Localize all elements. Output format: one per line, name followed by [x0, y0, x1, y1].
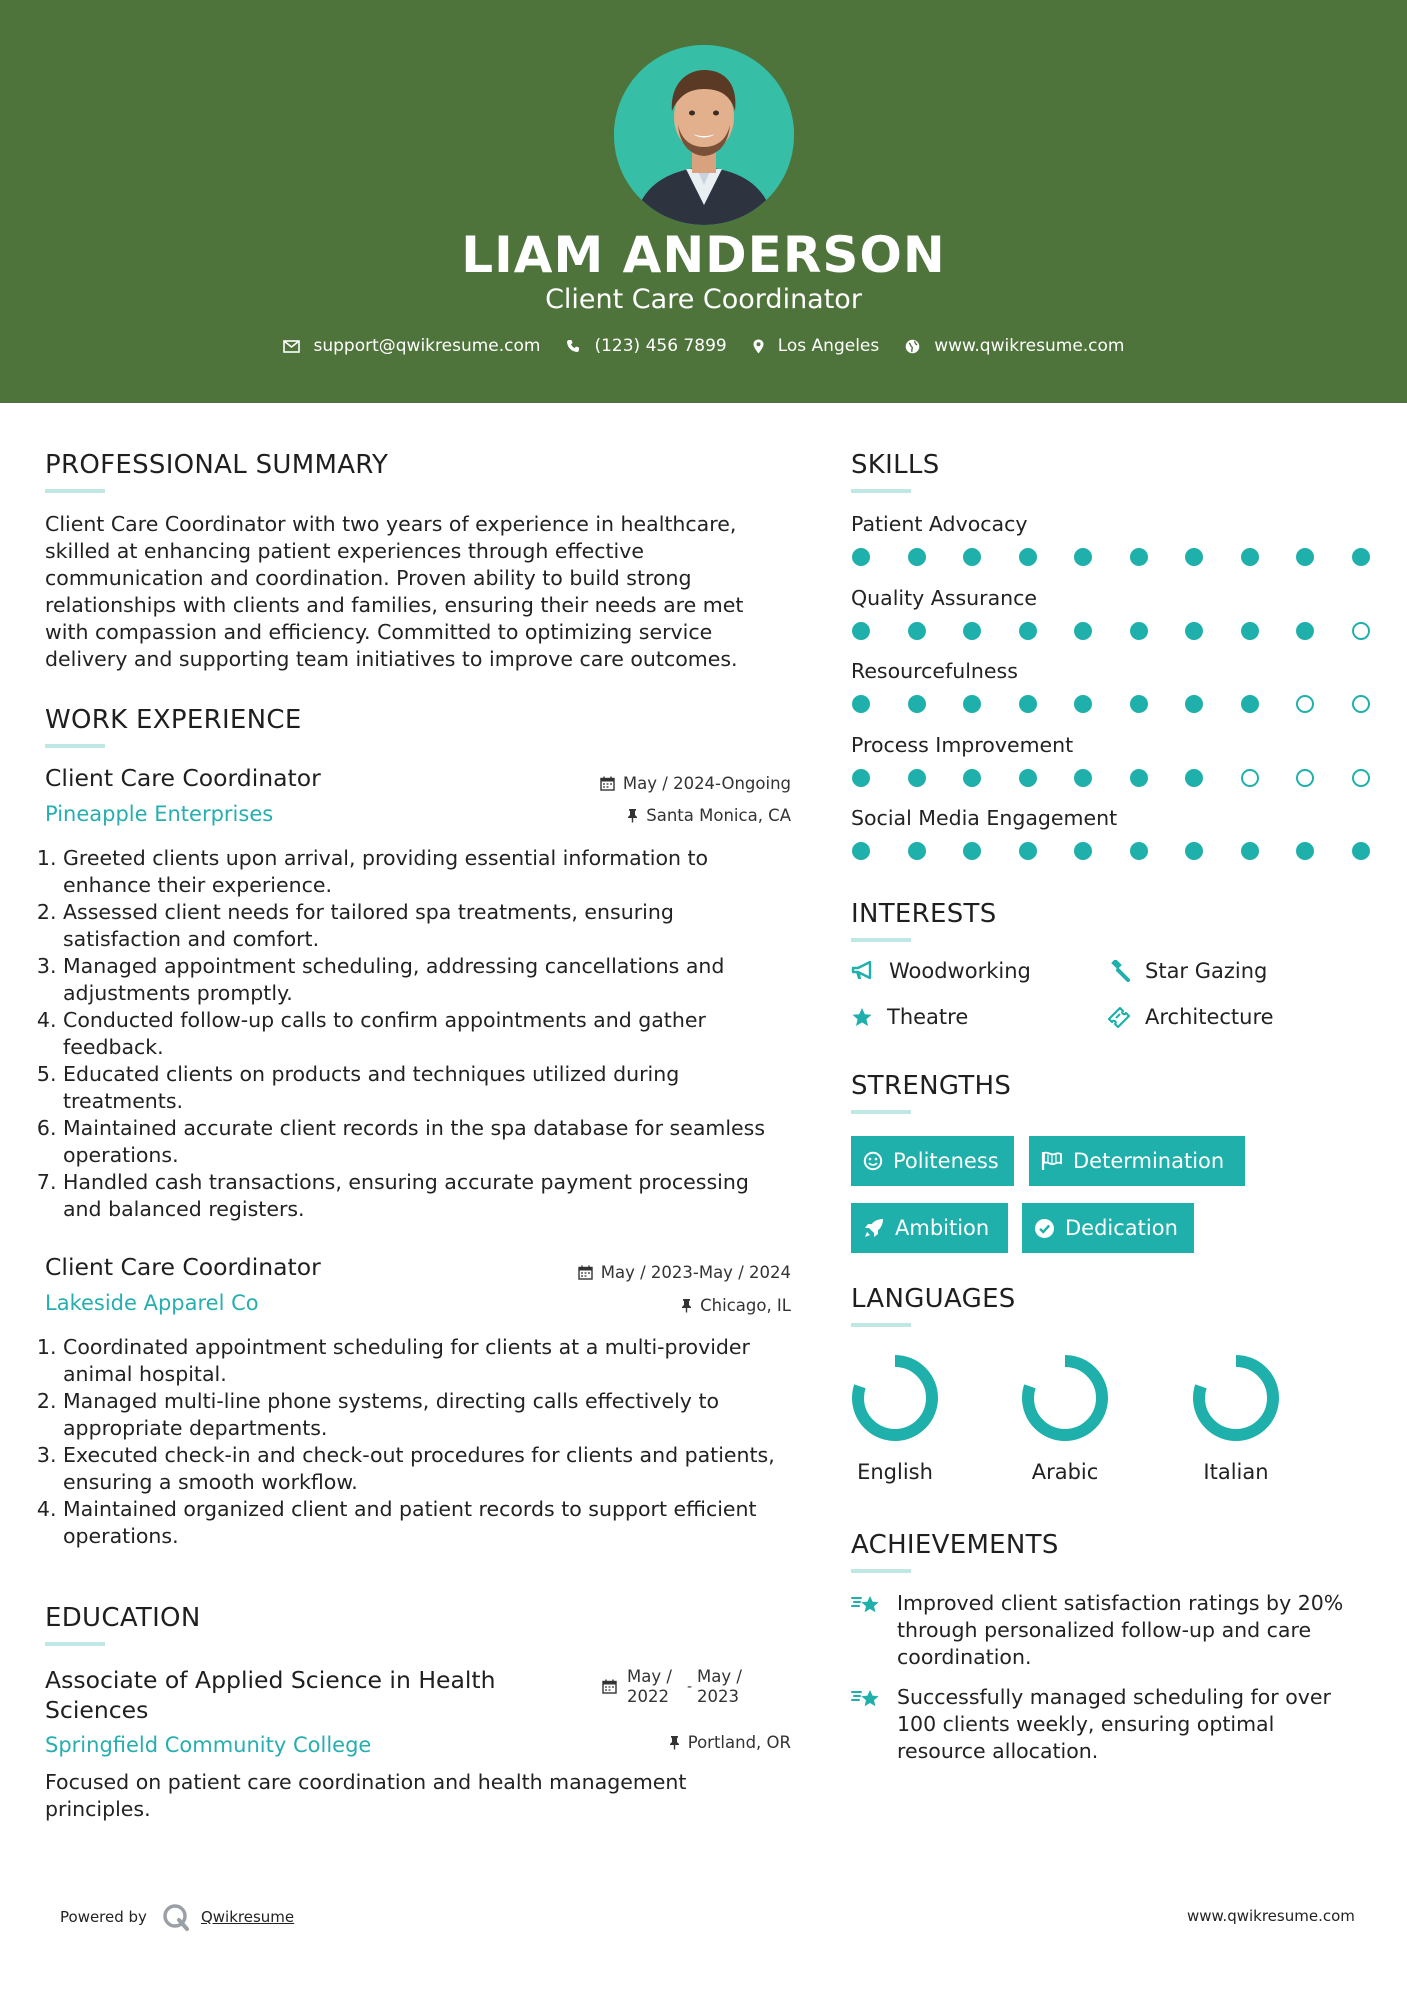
language-item [1176, 1350, 1296, 1484]
skill-rating [852, 548, 1407, 566]
date-part: 2022 [627, 1687, 669, 1706]
rating-dot-filled [963, 622, 981, 640]
date-part: 2023 [697, 1687, 739, 1706]
job-date [480, 774, 791, 793]
interests-underline [851, 938, 911, 942]
profile-photo [614, 45, 794, 225]
rating-dot-filled [963, 842, 981, 860]
skill-rating [852, 695, 1407, 713]
globe-icon [905, 339, 920, 354]
rating-dot-filled [1352, 842, 1370, 860]
skill-name: Process Improvement [851, 732, 1074, 757]
list-item [63, 1496, 823, 1550]
list-item [63, 1169, 813, 1223]
language-level-arc [858, 1361, 932, 1435]
candidate-name: LIAM ANDERSON [461, 226, 946, 284]
rating-dot-filled [1241, 548, 1259, 566]
smile-icon [863, 1151, 883, 1171]
bullet-line: and balanced registers. [63, 1197, 305, 1221]
date-dash: - [687, 1679, 693, 1695]
rating-dot-empty [1241, 769, 1259, 787]
education-location [480, 1733, 791, 1752]
language-label: Arabic [1031, 1460, 1099, 1484]
rating-dot-filled [852, 622, 870, 640]
strength-tag [1029, 1136, 1245, 1186]
job-bullets [45, 845, 813, 1223]
bullet-line: enhance their experience. [63, 873, 332, 897]
calendar-icon [578, 1265, 593, 1280]
calendar-icon [600, 776, 615, 791]
achievement-line: Improved client satisfaction ratings by 20% [897, 1591, 1344, 1615]
language-level-ring [1188, 1350, 1284, 1446]
email-text: support@qwikresume.com [313, 336, 541, 356]
star-icon [851, 1007, 873, 1028]
education-end [687, 1667, 757, 1707]
bullet-line: Managed appointment scheduling, addressing cancellations and [63, 954, 725, 978]
rating-dot-empty [1352, 622, 1370, 640]
job-location [480, 1296, 791, 1315]
rating-dot-filled [1185, 842, 1203, 860]
languages-heading: LANGUAGES [851, 1284, 1016, 1314]
degree-line: Associate of Applied Science in Health [45, 1666, 496, 1694]
languages-underline [851, 1323, 911, 1327]
strength-tag [851, 1203, 1008, 1253]
skill-rating [852, 842, 1407, 860]
experience-heading: WORK EXPERIENCE [45, 705, 302, 735]
summary-line: skilled at enhancing patient experiences through effective [45, 539, 644, 563]
rating-dot-filled [1130, 622, 1148, 640]
rocket-icon [863, 1217, 885, 1239]
bullet-line: feedback. [63, 1035, 164, 1059]
rating-dot-empty [1352, 695, 1370, 713]
rating-dot-filled [1074, 548, 1092, 566]
interest-item [1107, 1005, 1274, 1029]
achievements-heading: ACHIEVEMENTS [851, 1530, 1059, 1560]
rating-dot-filled [1019, 695, 1037, 713]
description-line: Focused on patient care coordination and health management [45, 1770, 687, 1794]
interest-label: Star Gazing [1145, 959, 1268, 983]
contact-email[interactable] [283, 336, 541, 356]
pushpin-icon [681, 1298, 692, 1313]
bullet-line: Assessed client needs for tailored spa treatments, ensuring [63, 900, 674, 924]
job-location-text: Santa Monica, CA [646, 806, 791, 825]
rating-dot-filled [1074, 695, 1092, 713]
skill-name: Patient Advocacy [851, 512, 1028, 536]
summary-line: with compassion and efficiency. Committed to optimizing service [45, 620, 713, 644]
bullet-line: adjustments promptly. [63, 981, 293, 1005]
bullet-line: Executed check-in and check-out procedures for clients and patients, [63, 1443, 775, 1467]
job-date [480, 1263, 791, 1282]
rating-dot-filled [1185, 622, 1203, 640]
skill-rating [852, 769, 1407, 787]
education-heading: EDUCATION [45, 1603, 201, 1633]
language-item [835, 1350, 955, 1484]
rating-dot-filled [1074, 769, 1092, 787]
rating-dot-filled [1296, 842, 1314, 860]
powered-by-text: Powered by [60, 1908, 147, 1926]
interest-item [851, 1005, 968, 1029]
achievement-line: Successfully managed scheduling for over [897, 1685, 1331, 1709]
strength-tag [1022, 1203, 1194, 1253]
contact-location [753, 336, 880, 356]
education-description [45, 1769, 785, 1823]
rating-dot-filled [852, 548, 870, 566]
gavel-icon [1107, 960, 1131, 982]
rating-dot-empty [1296, 695, 1314, 713]
degree-title [45, 1665, 605, 1725]
location-text: Los Angeles [777, 336, 880, 356]
interest-label: Woodworking [889, 959, 1031, 983]
date-part: May / [627, 1667, 672, 1686]
interest-label: Architecture [1145, 1005, 1274, 1029]
bullet-line: Greeted clients upon arrival, providing essential information to [63, 846, 709, 870]
rating-dot-filled [963, 548, 981, 566]
job-date-text: May / 2023-May / 2024 [600, 1263, 791, 1282]
bullet-line: operations. [63, 1524, 179, 1548]
bullet-line: Handled cash transactions, ensuring accurate payment processing [63, 1170, 749, 1194]
calendar-icon [602, 1679, 617, 1694]
rating-dot-filled [1130, 548, 1148, 566]
list-item [63, 1061, 813, 1115]
person-portrait-icon [614, 45, 794, 225]
strength-label: Dedication [1065, 1216, 1178, 1240]
map-pin-icon [753, 339, 764, 354]
company-name[interactable]: Pineapple Enterprises [45, 802, 274, 826]
website-text: www.qwikresume.com [934, 336, 1125, 356]
skills-heading: SKILLS [851, 450, 940, 480]
phone-text: (123) 456 7899 [594, 336, 727, 356]
rating-dot-filled [908, 695, 926, 713]
rating-dot-filled [1185, 695, 1203, 713]
contact-phone[interactable] [566, 336, 726, 356]
summary-line: relationships with clients and families, ensuring their needs are met [45, 593, 744, 617]
language-level-ring [847, 1350, 943, 1446]
contact-bar [0, 336, 1407, 356]
rating-dot-filled [1019, 622, 1037, 640]
skill-name: Resourcefulness [851, 659, 1018, 683]
rating-dot-filled [1074, 622, 1092, 640]
footer-website[interactable]: www.qwikresume.com [1187, 1907, 1355, 1925]
shooting-star-icon [851, 1686, 883, 1712]
achievement-line: resource allocation. [897, 1739, 1099, 1763]
list-item [63, 1442, 823, 1496]
achievement-line: through personalized follow-up and care [897, 1618, 1312, 1642]
rating-dot-filled [1019, 548, 1037, 566]
summary-heading: PROFESSIONAL SUMMARY [45, 450, 389, 480]
summary-text [45, 511, 785, 673]
candidate-title: Client Care Coordinator [545, 284, 862, 315]
strengths-heading: STRENGTHS [851, 1071, 1012, 1101]
footer-powered [60, 1902, 294, 1932]
rating-dot-filled [852, 695, 870, 713]
language-level-arc [1199, 1361, 1273, 1435]
achievement-text [897, 1590, 1343, 1671]
bullet-line: Educated clients on products and techniques utilized during [63, 1062, 680, 1086]
experience-underline [45, 744, 105, 748]
phone-icon [566, 339, 580, 353]
rating-dot-filled [1130, 769, 1148, 787]
resume-header [0, 0, 1407, 403]
job-date-text: May / 2024-Ongoing [622, 774, 791, 793]
list-item [63, 899, 813, 953]
interests-heading: INTERESTS [851, 899, 997, 929]
education-underline [45, 1642, 105, 1646]
bullet-line: satisfaction and comfort. [63, 927, 320, 951]
rating-dot-filled [908, 842, 926, 860]
achievement-line: coordination. [897, 1645, 1032, 1669]
rating-dot-filled [1074, 842, 1092, 860]
summary-line: Client Care Coordinator with two years of experience in healthcare, [45, 512, 737, 536]
rating-dot-filled [1185, 548, 1203, 566]
interest-label: Theatre [887, 1005, 969, 1029]
shooting-star-icon [851, 1592, 883, 1618]
achievement-text [897, 1684, 1331, 1765]
rating-dot-filled [1241, 622, 1259, 640]
job-title: Client Care Coordinator [45, 764, 321, 792]
job-title: Client Care Coordinator [45, 1253, 321, 1281]
rating-dot-filled [1185, 769, 1203, 787]
bullet-line: operations. [63, 1143, 179, 1167]
achievement-item [851, 1590, 1371, 1671]
rating-dot-filled [1130, 842, 1148, 860]
bullet-line: animal hospital. [63, 1362, 227, 1386]
job-location [480, 806, 791, 825]
skill-name: Social Media Engagement [851, 806, 1118, 830]
language-level-arc [1028, 1361, 1102, 1435]
rating-dot-filled [908, 769, 926, 787]
brand-link[interactable]: Qwikresume [200, 1908, 295, 1926]
qwikresume-logo-icon [161, 1902, 191, 1932]
skill-rating [852, 622, 1407, 640]
rating-dot-filled [908, 622, 926, 640]
bullet-line: Maintained organized client and patient records to support efficient [63, 1497, 757, 1521]
strengths-underline [851, 1110, 911, 1114]
rating-dot-empty [1296, 769, 1314, 787]
rating-dot-filled [963, 695, 981, 713]
pushpin-icon [627, 808, 638, 823]
language-level-ring [1017, 1350, 1113, 1446]
rating-dot-filled [852, 769, 870, 787]
job-location-text: Chicago, IL [700, 1296, 791, 1315]
rating-dot-filled [1019, 842, 1037, 860]
achievements-underline [851, 1569, 911, 1573]
rating-dot-filled [1130, 695, 1148, 713]
skills-underline [851, 489, 911, 493]
interest-item [1107, 959, 1267, 983]
rating-dot-filled [1241, 695, 1259, 713]
language-label: Italian [1203, 1460, 1269, 1484]
contact-website[interactable] [905, 336, 1124, 356]
achievement-line: 100 clients weekly, ensuring optimal [897, 1712, 1275, 1736]
list-item [63, 845, 813, 899]
rating-dot-empty [1352, 769, 1370, 787]
bullet-line: Conducted follow-up calls to confirm appointments and gather [63, 1008, 706, 1032]
skill-name: Quality Assurance [851, 585, 1038, 610]
rating-dot-filled [1296, 548, 1314, 566]
list-item [63, 1115, 813, 1169]
job-bullets [45, 1334, 823, 1550]
bullet-line: appropriate departments. [63, 1416, 328, 1440]
rating-dot-filled [1296, 622, 1314, 640]
envelope-icon [283, 340, 300, 353]
interest-item [851, 959, 1031, 983]
strength-tag [851, 1136, 1014, 1186]
education-dates [602, 1667, 757, 1707]
education-location-text: Portland, OR [687, 1733, 791, 1752]
flag-icon [1041, 1151, 1063, 1171]
list-item [63, 1334, 823, 1388]
rating-dot-filled [852, 842, 870, 860]
rating-dot-filled [1352, 548, 1370, 566]
ticket-icon [1107, 1006, 1131, 1028]
rating-dot-filled [908, 548, 926, 566]
rating-dot-filled [963, 769, 981, 787]
language-label: English [857, 1460, 933, 1484]
summary-line: communication and coordination. Proven ability to build strong [45, 566, 692, 590]
rating-dot-filled [1019, 769, 1037, 787]
strength-label: Politeness [893, 1149, 999, 1173]
bullet-line: Coordinated appointment scheduling for clients at a multi-provider [63, 1335, 750, 1359]
degree-line: Sciences [45, 1696, 149, 1724]
list-item [63, 953, 813, 1007]
description-line: principles. [45, 1797, 151, 1821]
strength-label: Ambition [895, 1216, 990, 1240]
summary-underline [45, 489, 105, 493]
date-part: May / [697, 1667, 742, 1686]
achievement-item [851, 1684, 1371, 1765]
check-circle-icon [1034, 1218, 1055, 1239]
company-name[interactable]: Lakeside Apparel Co [45, 1291, 259, 1315]
pushpin-icon [669, 1735, 680, 1750]
list-item [63, 1388, 823, 1442]
bullet-line: Maintained accurate client records in the spa database for seamless [63, 1116, 766, 1140]
bullet-line: treatments. [63, 1089, 184, 1113]
summary-line: delivery and supporting team initiatives to improve care outcomes. [45, 647, 738, 671]
rating-dot-filled [1241, 842, 1259, 860]
school-name[interactable]: Springfield Community College [45, 1733, 372, 1757]
bullet-line: Managed multi-line phone systems, directing calls effectively to [63, 1389, 720, 1413]
megaphone-icon [851, 961, 875, 981]
language-item [1005, 1350, 1125, 1484]
list-item [63, 1007, 813, 1061]
strength-label: Determination [1073, 1149, 1225, 1173]
bullet-line: ensuring a smooth workflow. [63, 1470, 358, 1494]
